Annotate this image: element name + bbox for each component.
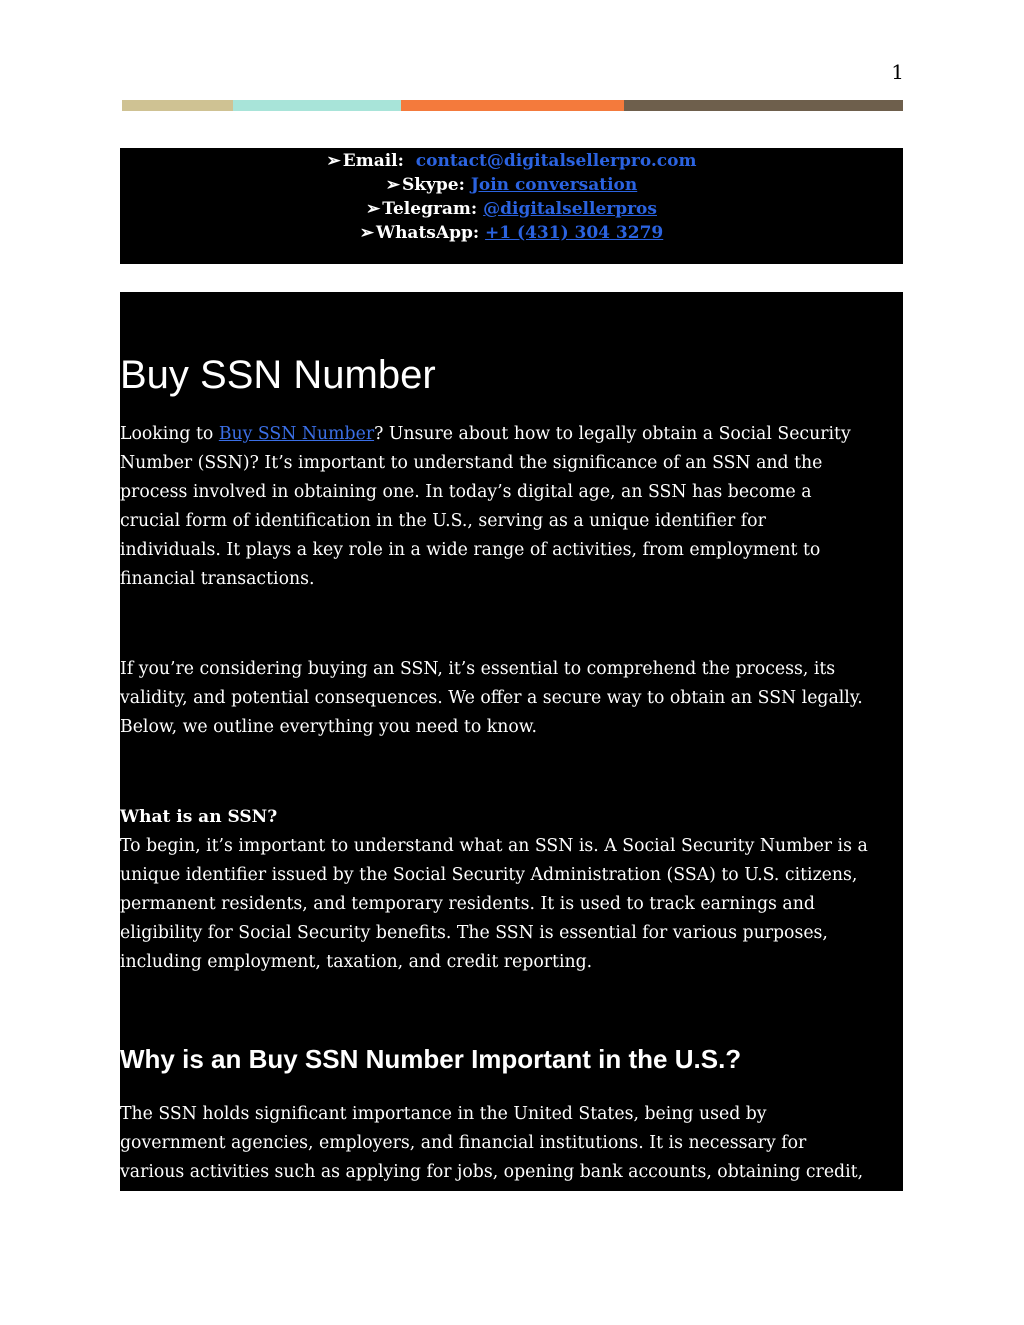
what-is-ssn-paragraph <box>120 832 903 977</box>
why-line-2: government agencies, employers, and financial institutions. It is necessary for <box>120 1133 807 1153</box>
contact-telegram <box>120 197 903 221</box>
what-is-line-3: permanent residents, and temporary residents. It is used to track earnings and <box>120 894 815 914</box>
contact-telegram-label: Telegram: <box>382 199 478 219</box>
why-important-paragraph <box>120 1100 903 1187</box>
contact-email <box>120 149 903 173</box>
color-bar-segment-4 <box>624 100 903 111</box>
page-number: 1 <box>891 60 904 84</box>
color-bar-segment-3 <box>401 100 624 111</box>
considering-line-2: validity, and potential consequences. We offer a secure way to obtain an SSN legally. <box>120 688 863 708</box>
what-is-line-4: eligibility for Social Security benefits. The SSN is essential for various purposes, <box>120 923 828 943</box>
intro-line-5: individuals. It plays a key role in a wide range of activities, from employment to <box>120 540 821 560</box>
whatsapp-link[interactable]: +1 (431) 304 3279 <box>485 223 664 243</box>
contact-email-label: Email: <box>342 151 404 171</box>
why-important-heading: Why is an Buy SSN Number Important in the U.S.? <box>120 1044 742 1074</box>
skype-link[interactable]: Join conversation <box>470 175 638 195</box>
color-bar-segment-1 <box>122 100 233 111</box>
why-line-3: various activities such as applying for jobs, opening bank accounts, obtaining credit, <box>120 1162 864 1182</box>
considering-paragraph <box>120 655 903 742</box>
what-is-line-1: To begin, it’s important to understand what an SSN is. A Social Security Number is a <box>120 836 868 856</box>
contact-whatsapp-label: WhatsApp: <box>375 223 480 243</box>
contact-skype <box>120 173 903 197</box>
what-is-line-5: including employment, taxation, and credit reporting. <box>120 952 593 972</box>
intro-line-3: process involved in obtaining one. In today’s digital age, an SSN has become a <box>120 482 812 502</box>
arrow-icon: ➢ <box>385 175 400 195</box>
considering-line-1: If you’re considering buying an SSN, it’s essential to comprehend the process, its <box>120 659 836 679</box>
article-title: Buy SSN Number <box>120 353 436 397</box>
article-body <box>120 292 903 1191</box>
intro-line-6: financial transactions. <box>120 569 315 589</box>
intro-text-start: Looking to <box>120 424 219 444</box>
considering-line-3: Below, we outline everything you need to know. <box>120 717 538 737</box>
contact-box <box>120 148 903 264</box>
intro-text-rest: ? Unsure about how to legally obtain a Social Security <box>374 424 851 444</box>
email-link[interactable]: contact@digitalsellerpro.com <box>415 151 697 171</box>
arrow-icon: ➢ <box>359 223 374 243</box>
intro-line-4: crucial form of identification in the U.S., serving as a unique identifier for <box>120 511 766 531</box>
what-is-line-2: unique identifier issued by the Social Security Administration (SSA) to U.S. citizens, <box>120 865 858 885</box>
decorative-color-bar <box>122 100 903 111</box>
color-bar-segment-2 <box>233 100 401 111</box>
intro-line-1 <box>120 420 903 449</box>
telegram-link[interactable]: @digitalsellerpros <box>483 199 657 219</box>
contact-whatsapp <box>120 221 903 245</box>
intro-line-2: Number (SSN)? It’s important to understand the significance of an SSN and the <box>120 453 823 473</box>
arrow-icon: ➢ <box>366 199 381 219</box>
what-is-ssn-heading: What is an SSN? <box>120 807 278 827</box>
intro-paragraph <box>120 420 903 594</box>
buy-ssn-number-link[interactable]: Buy SSN Number <box>218 424 375 444</box>
arrow-icon: ➢ <box>326 151 341 171</box>
why-line-1: The SSN holds significant importance in the United States, being used by <box>120 1104 767 1124</box>
contact-skype-label: Skype: <box>401 175 465 195</box>
